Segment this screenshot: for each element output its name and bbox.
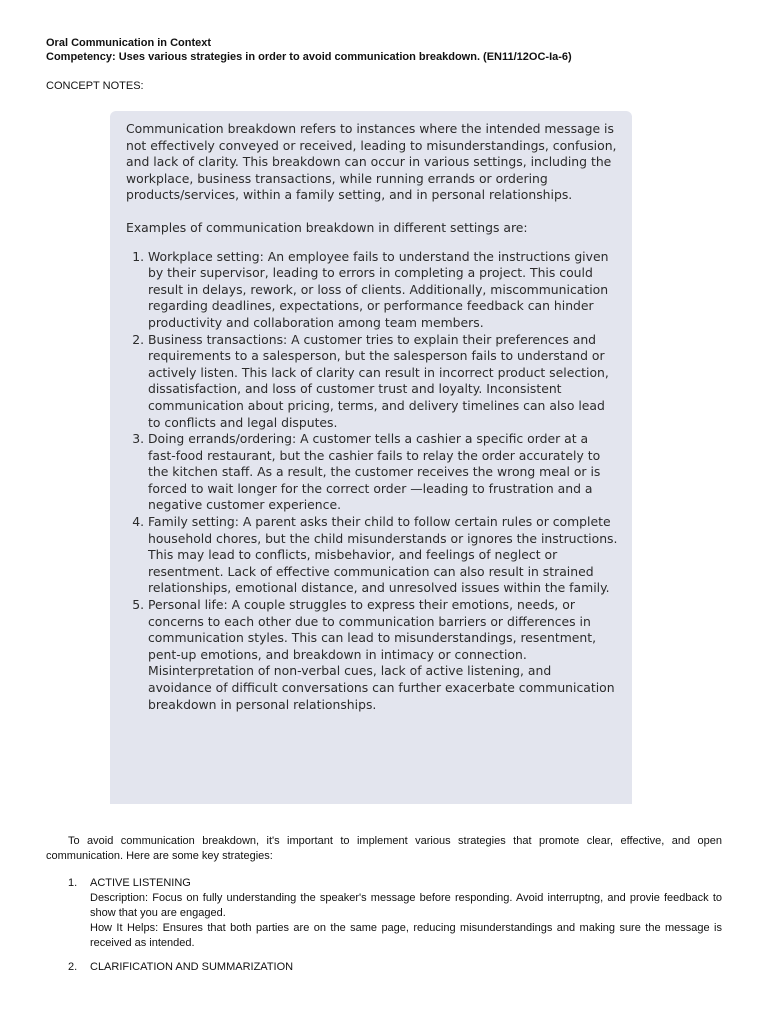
strategy-description: Description: Focus on fully understanding the speaker's message before responding. Avoid interruptng, and provie feedback to show that you are engaged. [90, 892, 722, 919]
example-family: 4. Family setting: A parent asks their child to follow certain rules or complete household chores, but the child misunderstands or ignores the instructions. This may lead to conflicts, misbehavior, and feelings of neglect or resentment. Lack of effective communication can also result in strained relationships, emotional distance, and unresolved issues within the family. [148, 514, 618, 597]
example-workplace: 1. Workplace setting: An employee fails to understand the instructions given by their supervisor, leading to errors in completing a project. This could result in delays, rework, or loss of clients. Additionally, miscommunication regarding deadlines, expectations, or performance feedback can hinder productivity and collaboration among team members. [148, 249, 618, 332]
concept-notes-image [110, 111, 632, 804]
example-business: 2. Business transactions: A customer tries to explain their preferences and requirements to a salesperson, but the salesperson fails to understand or actively listen. This lack of clarity can result in incorrect product selection, dissatisfaction, and loss of customer trust and loyalty. Inconsistent communication about pricing, terms, and delivery timelines can also lead to conflicts and legal disputes. [148, 332, 618, 432]
example-personal: 5. Personal life: A couple struggles to express their emotions, needs, or concerns to each other due to communication barriers or differences in communication styles. This can lead to misunderstandings, resentment, pent-up emotions, and breakdown in intimacy or connection. Misinterpretation of non-verbal cues, lack of active listening, and avoidance of difficult conversations can further exacerbate communication breakdown in personal relationships. [148, 597, 618, 713]
strategy-title: ACTIVE LISTENING [90, 877, 191, 889]
strategy-number: 2. [68, 961, 78, 973]
strategy-how-it-helps: How It Helps: Ensures that both parties are on the same page, reducing misunderstandings and making sure the message is received as intended. [90, 922, 722, 949]
strategy-number: 1. [68, 877, 78, 889]
strategy-title: CLARIFICATION AND SUMMARIZATION [90, 961, 294, 973]
competency-line: Competency: Uses various strategies in order to avoid communication breakdown. (EN11/12OC-Ia-6) [46, 51, 572, 63]
example-errands: 3. Doing errands/ordering: A customer tells a cashier a specific order at a fast-food restaurant, but the cashier fails to relay the order accurately to the kitchen staff. As a result, the customer receives the wrong meal or is forced to wait longer for the correct order —leading to frustration and a negative customer experience. [148, 431, 618, 514]
strategies-intro: To avoid communication breakdown, it's important to implement various strategies that promote clear, effective, and open communication. Here are some key strategies: [46, 835, 722, 862]
concept-notes-label: CONCEPT NOTES: [46, 80, 144, 92]
breakdown-definition: Communication breakdown refers to instances where the intended message is not effectively conveyed or received, leading to misunderstandings, confusion, and lack of clarity. This breakdown can occur in various settings, including the workplace, business transactions, while running errands or ordering products/services, within a family setting, and in personal relationships. [126, 121, 617, 203]
examples-heading: Examples of communication breakdown in different settings are: [126, 219, 528, 235]
strategy-item [46, 960, 722, 975]
strategy-item [46, 876, 722, 951]
subject-title: Oral Communication in Context [46, 37, 212, 49]
examples-list [126, 249, 618, 714]
